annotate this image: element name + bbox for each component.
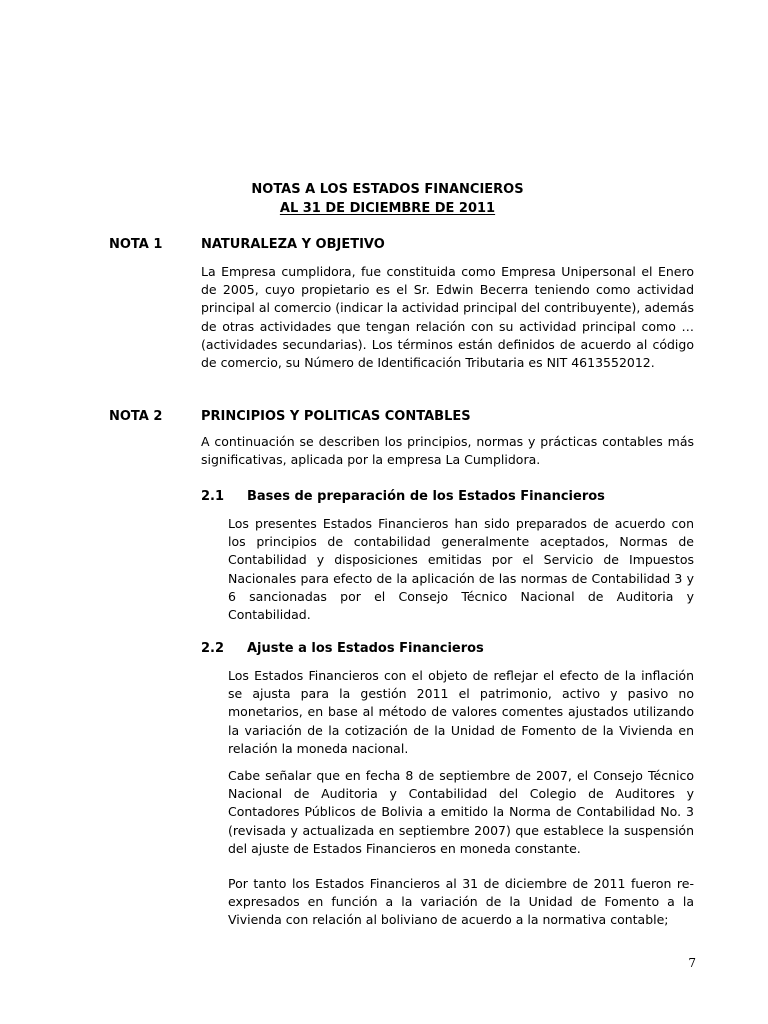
section-2-1-number: 2.1 xyxy=(201,489,225,504)
nota-2-heading: PRINCIPIOS Y POLITICAS CONTABLES xyxy=(201,409,471,424)
section-2-2-paragraph-3: Por tanto los Estados Financieros al 31 de diciembre de 2011 fueron re-expresados en función a la variación de la Unidad de Fomento a la Vivienda con relación al boliviano de acuerdo a la normativa contable; xyxy=(228,876,694,928)
section-2-2-number: 2.2 xyxy=(201,641,225,656)
nota-2-number: NOTA 2 xyxy=(109,409,163,424)
nota-1-paragraph: La Empresa cumplidora, fue constituida como Empresa Unipersonal el Enero de 2005, cuyo propietario es el Sr. Edwin Becerra teniendo como actividad principal al comercio (indicar la actividad principal del contribuyente), además de otras actividades que tengan relación con su actividad principal como … (actividades secundarias). Los términos están definidos de acuerdo al código de comercio, su Número de Identificación Tributaria es NIT 4613552012. xyxy=(201,264,694,371)
nota-1-number: NOTA 1 xyxy=(109,237,163,252)
page-number: 7 xyxy=(688,956,696,970)
document-subtitle xyxy=(0,200,768,218)
nota-2-paragraph: A continuación se describen los principios, normas y prácticas contables más significativas, aplicada por la empresa La Cumplidora. xyxy=(201,434,694,468)
document-title: NOTAS A LOS ESTADOS FINANCIEROS xyxy=(251,182,524,197)
section-2-2-paragraph-1: Los Estados Financieros con el objeto de reflejar el efecto de la inflación se ajusta para la gestión 2011 el patrimonio, activo y pasivo no monetarios, en base al método de valores comentes ajustados utilizando la variación de la cotización de la Unidad de Fomento de la Vivienda en relación la moneda nacional. xyxy=(228,668,694,756)
section-2-1-heading: Bases de preparación de los Estados Financieros xyxy=(247,489,605,504)
section-2-2-paragraph-2: Cabe señalar que en fecha 8 de septiembre de 2007, el Consejo Técnico Nacional de Auditoria y Contabilidad del Colegio de Auditores y Contadores Públicos de Bolivia a emitido la Norma de Contabilidad No. 3 (revisada y actualizada en septiembre 2007) que establece la suspensión del ajuste de Estados Financieros en moneda constante. xyxy=(228,768,694,856)
document-subtitle-text: AL 31 DE DICIEMBRE DE 2011 xyxy=(279,201,496,216)
nota-1-heading: NATURALEZA Y OBJETIVO xyxy=(201,237,385,252)
section-2-2-heading: Ajuste a los Estados Financieros xyxy=(247,641,484,656)
section-2-1-paragraph: Los presentes Estados Financieros han sido preparados de acuerdo con los principios de contabilidad generalmente aceptados, Normas de Contabilidad y disposiciones emitidas por el Servicio de Impuestos Nacionales para efecto de la aplicación de las normas de Contabilidad 3 y 6 sancionadas por el Consejo Técnico Nacional de Auditoria y Contabilidad. xyxy=(228,516,694,623)
